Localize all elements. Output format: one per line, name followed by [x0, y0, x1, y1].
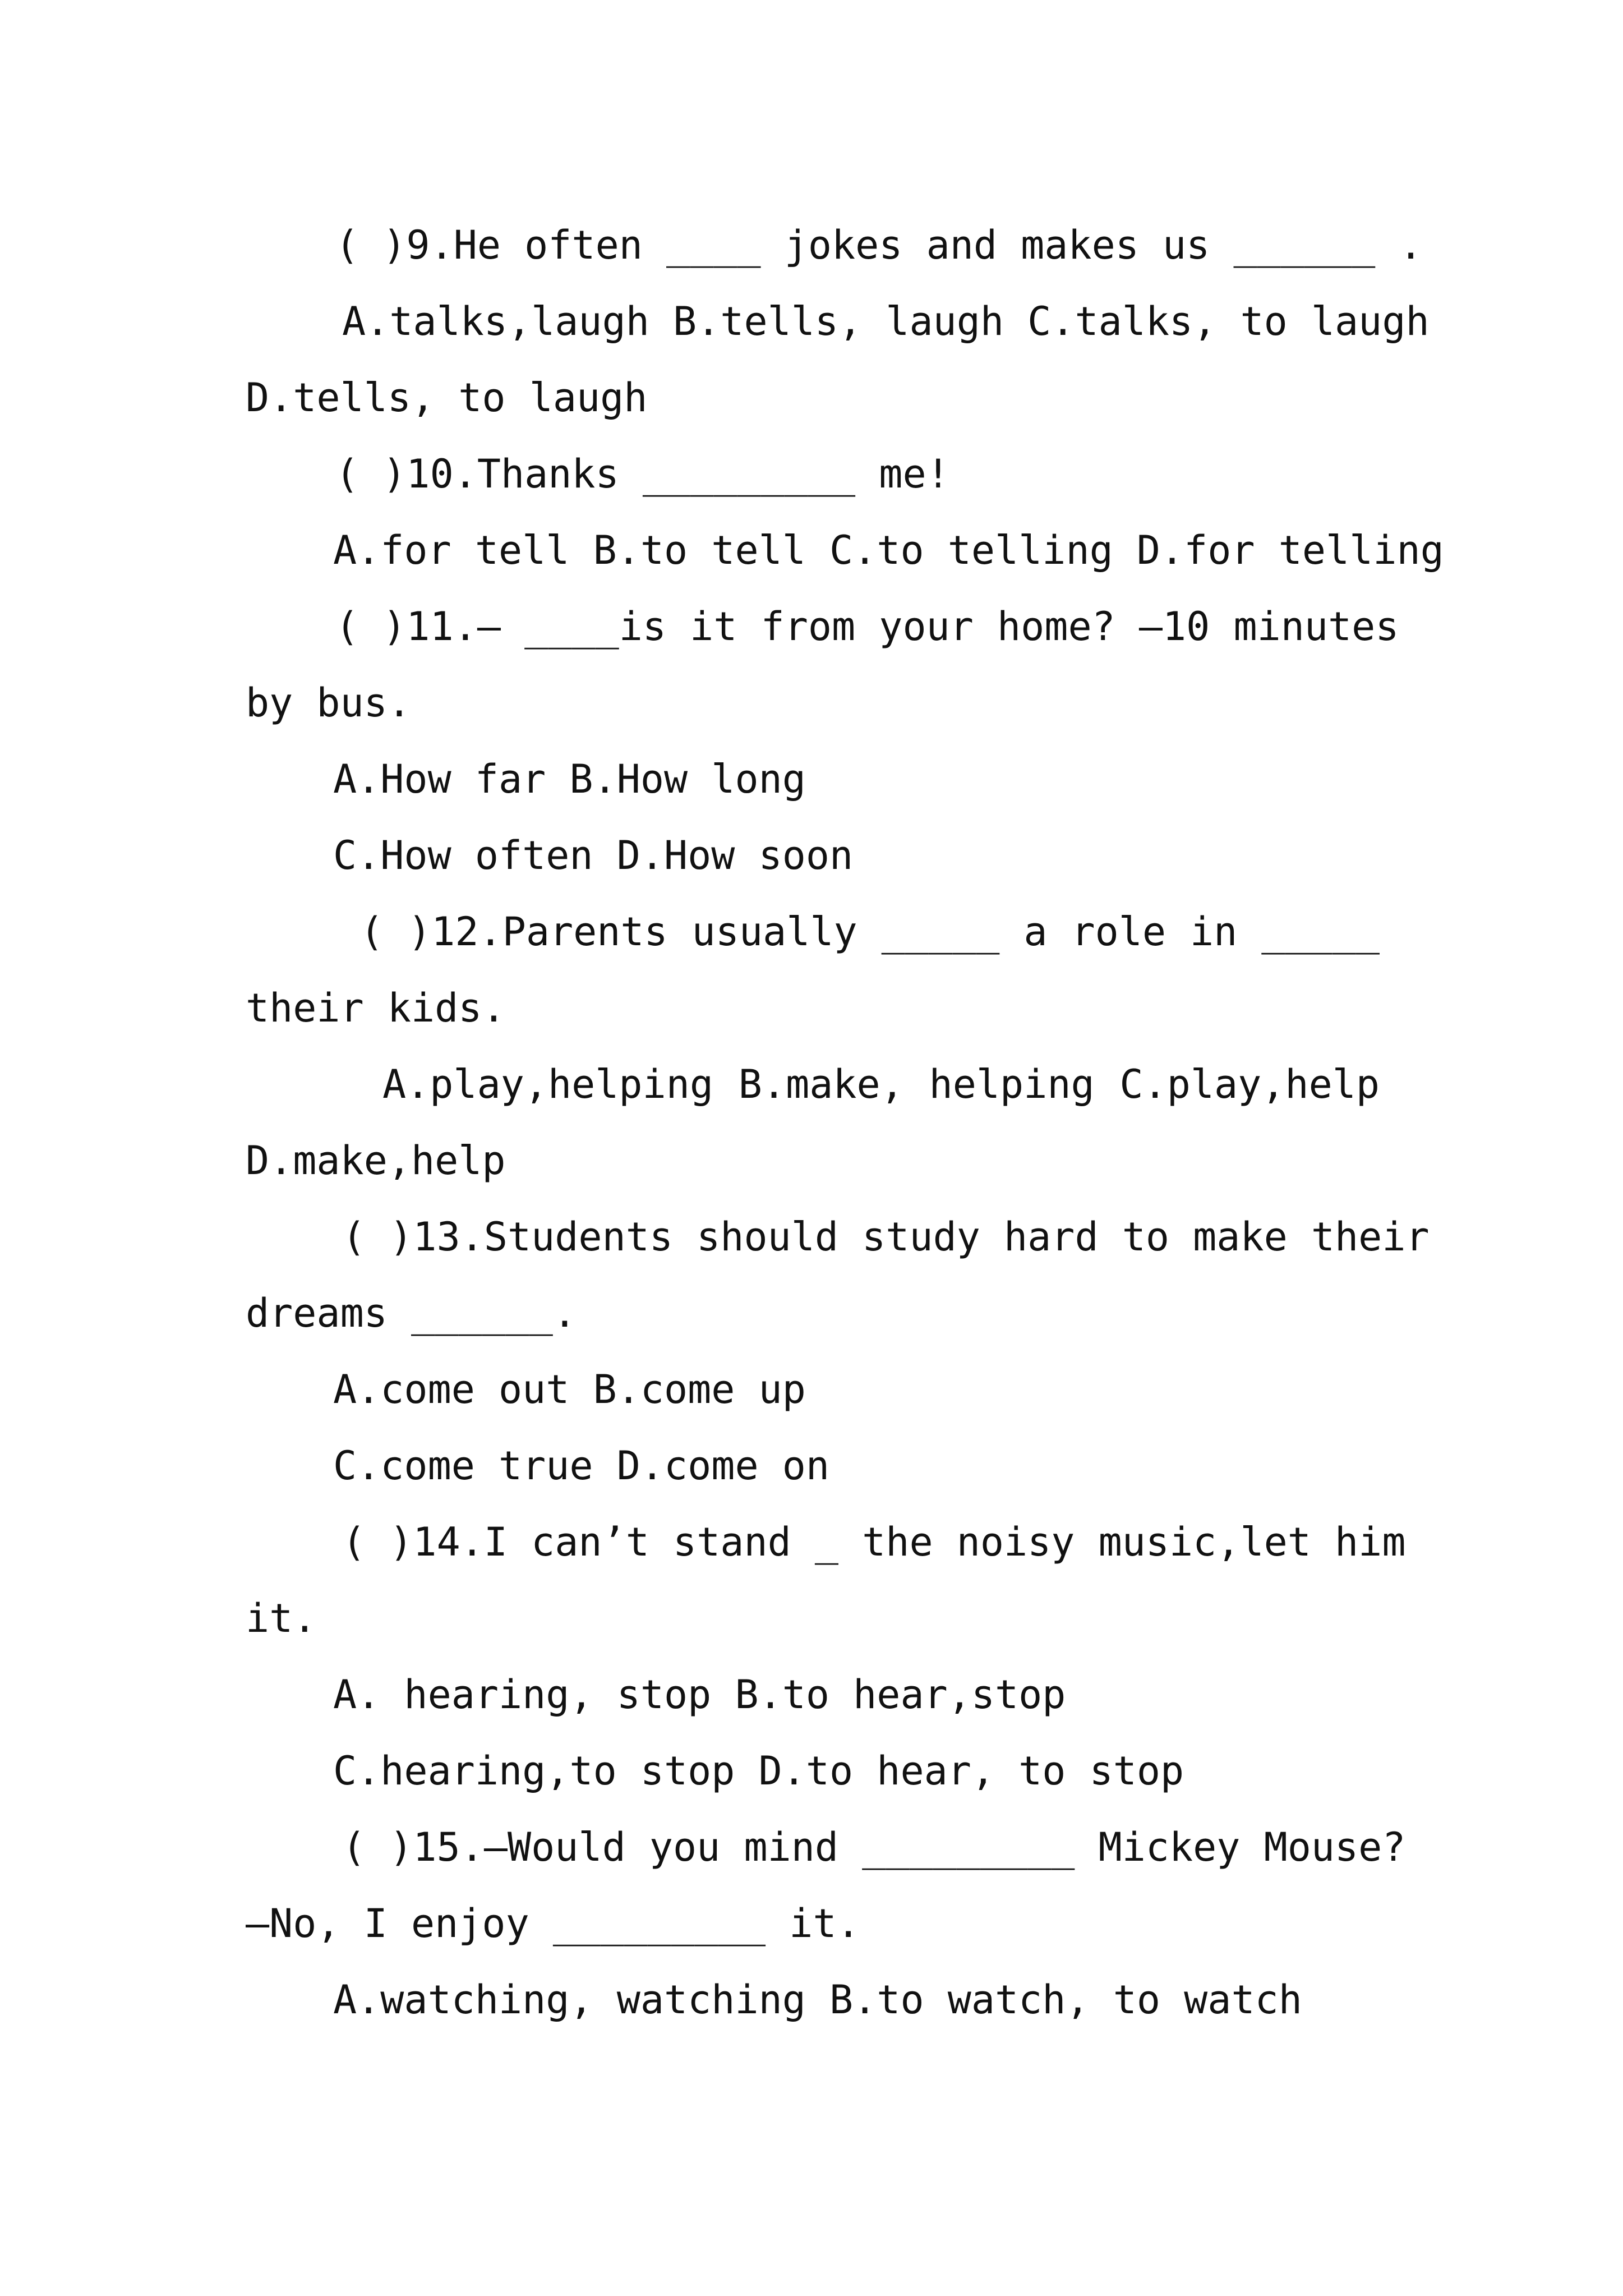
question-12-options-line1: A.play,helping B.make, helping C.play,help: [382, 1061, 1380, 1107]
question-9-options-line1: A.talks,laugh B.tells, laugh C.talks, to laugh: [342, 298, 1430, 344]
question-11-stem-line1: ( )11.— ____is it from your home? —10 minutes: [335, 604, 1399, 650]
question-10-options: A.for tell B.to tell C.to telling D.for telling: [333, 527, 1444, 573]
question-14-stem-line2: it.: [246, 1595, 317, 1641]
question-10-stem: ( )10.Thanks _________ me!: [335, 451, 950, 497]
question-13-stem-line2: dreams ______.: [246, 1290, 577, 1336]
question-11-stem-line2: by bus.: [246, 680, 412, 726]
question-12-stem-line2: their kids.: [246, 985, 506, 1031]
question-9-options-line2: D.tells, to laugh: [246, 375, 648, 421]
question-13-options-line1: A.come out B.come up: [333, 1366, 806, 1412]
question-12-stem-line1: ( )12.Parents usually _____ a role in _____: [360, 909, 1380, 955]
question-11-options-line1: A.How far B.How long: [333, 756, 806, 802]
question-14-options-line2: C.hearing,to stop D.to hear, to stop: [333, 1748, 1184, 1794]
question-15-options-line1: A.watching, watching B.to watch, to watch: [333, 1977, 1302, 2023]
question-11-options-line2: C.How often D.How soon: [333, 832, 854, 878]
question-12-options-line2: D.make,help: [246, 1138, 506, 1184]
question-9-stem: ( )9.He often ____ jokes and makes us ______ .: [335, 222, 1423, 268]
question-15-stem-line1: ( )15.—Would you mind _________ Mickey Mouse?: [342, 1824, 1406, 1870]
question-13-stem-line1: ( )13.Students should study hard to make their: [342, 1214, 1430, 1260]
question-14-options-line1: A. hearing, stop B.to hear,stop: [333, 1672, 1066, 1718]
question-15-stem-line2: —No, I enjoy _________ it.: [246, 1901, 860, 1947]
question-14-stem-line1: ( )14.I can’t stand _ the noisy music,let him: [342, 1519, 1406, 1565]
question-13-options-line2: C.come true D.come on: [333, 1443, 830, 1489]
